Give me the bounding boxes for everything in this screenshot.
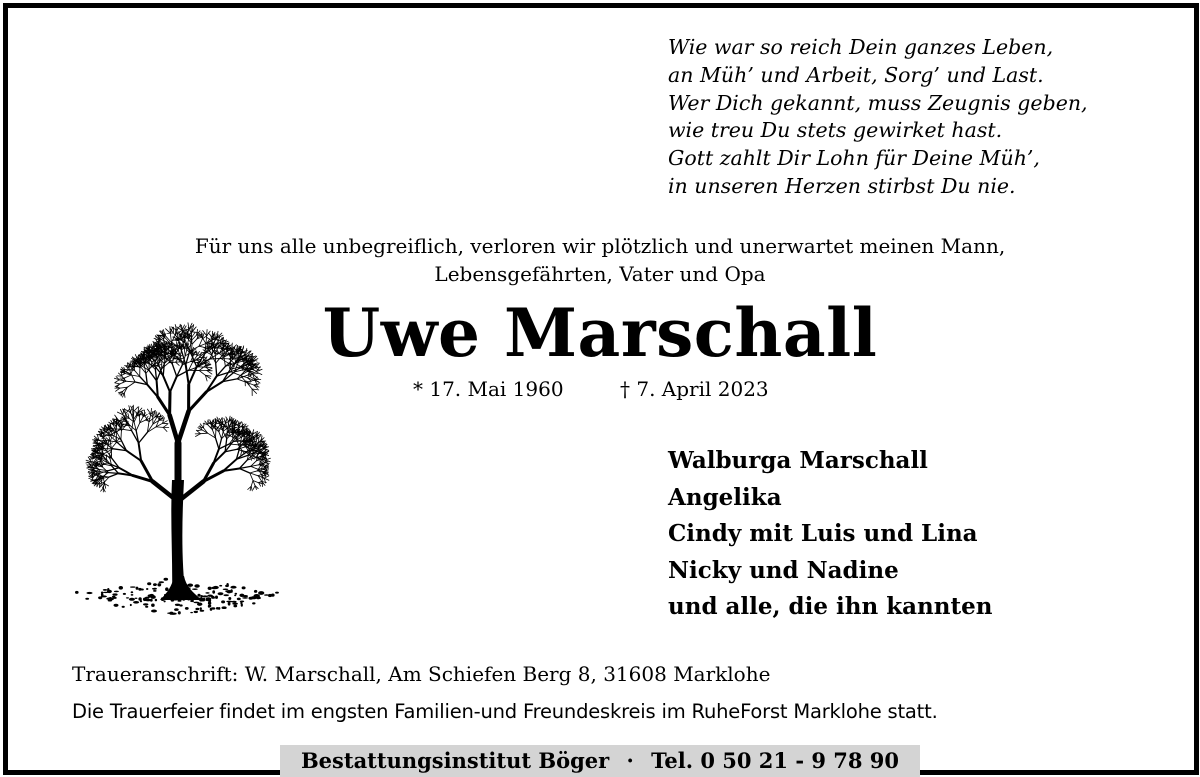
tree-icon: [60, 300, 290, 620]
birth-date: * 17. Mai 1960: [413, 377, 564, 401]
intro-line: Lebensgefährten, Vater und Opa: [434, 262, 766, 286]
deceased-name: Uwe Marschall: [322, 294, 878, 372]
poem-line: Wer Dich gekannt, muss Zeugnis geben,: [668, 90, 1088, 115]
funeral-home-banner: [280, 745, 920, 777]
poem-line: wie treu Du stets gewirket hast.: [668, 118, 1003, 143]
funeral-home-phone: Tel. 0 50 21 - 9 78 90: [651, 748, 900, 773]
poem-line: in unseren Herzen stirbst Du nie.: [668, 173, 1016, 198]
mourner: Nicky und Nadine: [668, 556, 899, 584]
mourners-list: [668, 443, 992, 626]
intro-text: [0, 232, 1200, 288]
mourner: Cindy mit Luis und Lina: [668, 520, 978, 547]
poem: [668, 34, 1088, 201]
mourner: Angelika: [668, 483, 782, 511]
mourner: und alle, die ihn kannten: [668, 593, 993, 620]
poem-line: Wie war so reich Dein ganzes Leben,: [668, 35, 1054, 59]
mourning-address: Traueranschrift: W. Marschall, Am Schiefen Berg 8, 31608 Marklohe: [72, 662, 771, 686]
footer-separator: ·: [626, 748, 634, 773]
poem-line: an Müh’ und Arbeit, Sorg’ und Last.: [668, 62, 1044, 87]
funeral-home-name: Bestattungsinstitut Böger: [300, 748, 610, 773]
mourner: Walburga Marschall: [668, 447, 928, 474]
intro-line: Für uns alle unbegreiflich, verloren wir plötzlich und unerwartet meinen Mann,: [194, 234, 1006, 258]
death-date: † 7. April 2023: [620, 377, 769, 401]
poem-line: Gott zahlt Dir Lohn für Deine Müh’,: [668, 146, 1040, 171]
ceremony-note: Die Trauerfeier findet im engsten Familien-und Freundeskreis im RuheForst Marklohe statt.: [72, 700, 938, 723]
